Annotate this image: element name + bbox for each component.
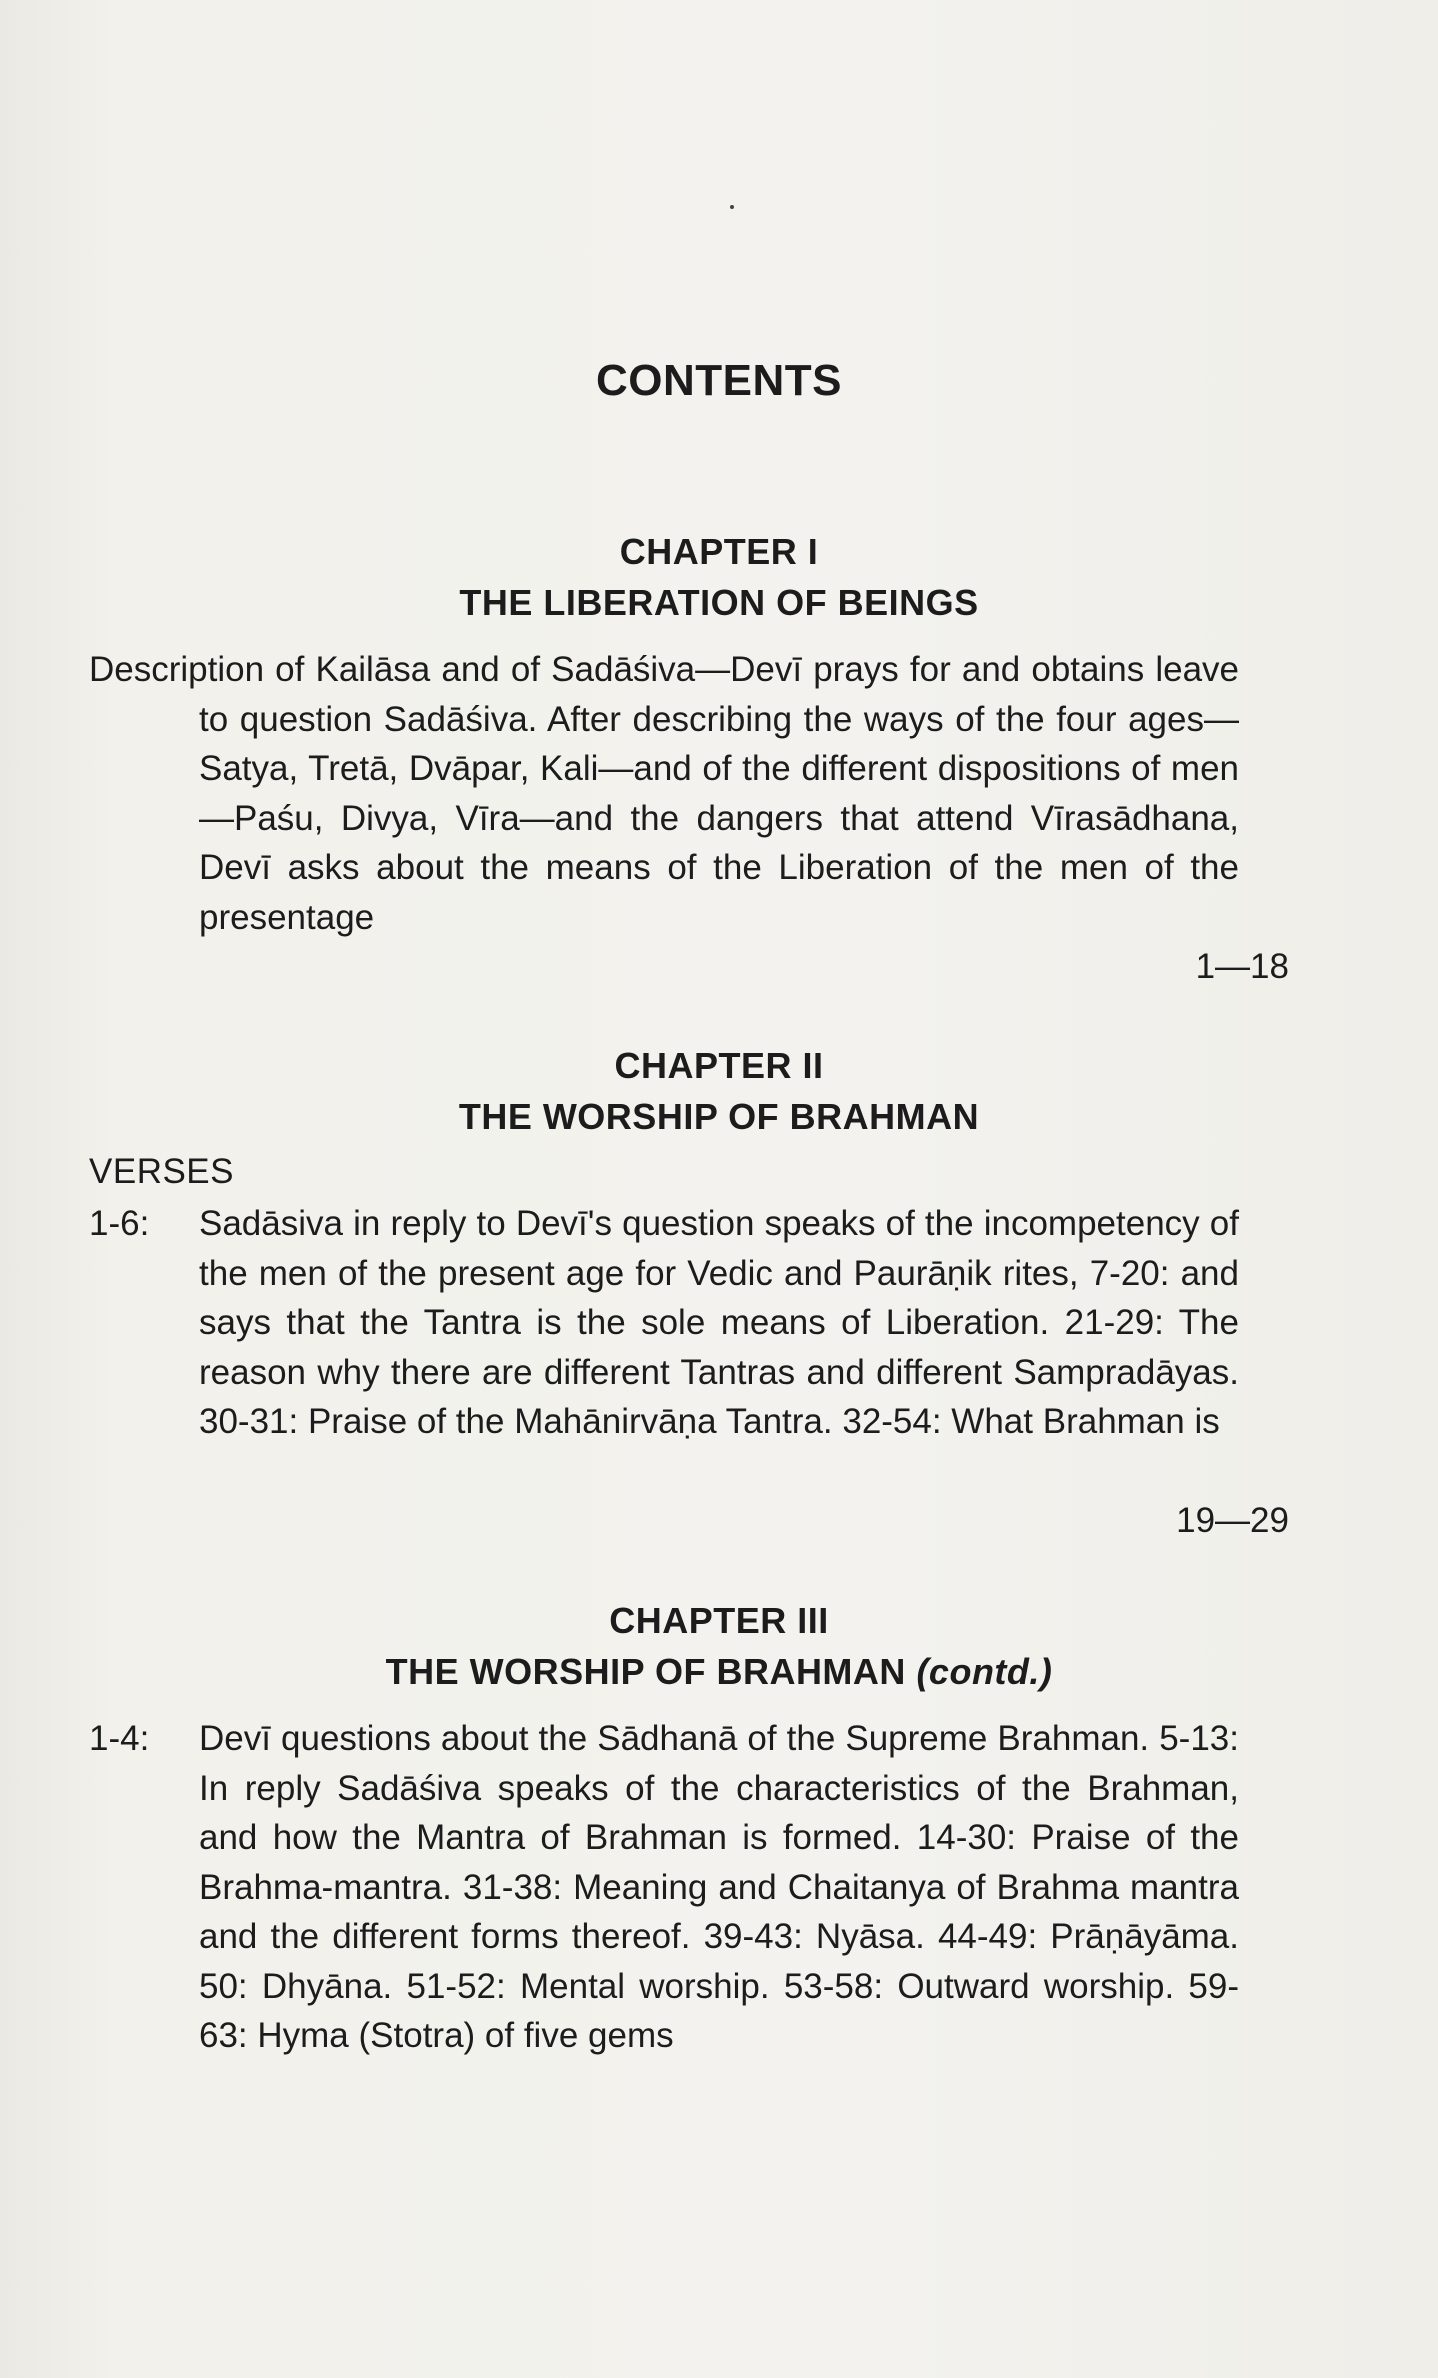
chapter-1-pages: 1—18 [1195, 947, 1289, 986]
chapter-2-entry-text: Sadāsiva in reply to Devī's question speaks of the incompetency of the men of the present age for Vedic and Paurāṇik rites, 7-20: and says that the Tantra is the sole means of Liberation. 21-29: The reason why there are different Tantras and different Sampradāyas. 30-31: Praise of the Mahānirvāṇa Tantra. 32-54: What Brahman is [199, 1204, 1239, 1441]
verses-label: VERSES [89, 1152, 234, 1191]
chapter-3-verse-range: 1-4: [89, 1719, 150, 1758]
chapter-3-title: THE WORSHIP OF BRAHMAN [385, 1651, 906, 1692]
ink-dot [730, 205, 734, 209]
chapter-2-title: THE WORSHIP OF BRAHMAN [458, 1096, 980, 1137]
chapter-1-entry-text: Description of Kailāsa and of Sadāśiva—Devī prays for and obtains leave to question Sadāśiva. After describing the ways of the four ages—Satya, Tretā, Dvāpar, Kali—and of the different dispositions of men—Paśu, Divya, Vīra—and the dangers that attend Vīrasādhana, Devī asks about the means of the Liberation of the men of the presentage [89, 650, 1239, 937]
chapter-1-title: THE LIBERATION OF BEINGS [459, 582, 979, 623]
chapter-1-entry [89, 645, 1289, 986]
chapter-3-title-suffix: (contd.) [916, 1651, 1053, 1692]
chapter-1-number: CHAPTER I [619, 531, 819, 572]
chapter-3-entry-text: Devī questions about the Sādhanā of the Supreme Brahman. 5-13: In reply Sadāśiva speaks of the characteristics of the Brahman, and how the Mantra of Brahman is formed. 14-30: Praise of the Brahma-mantra. 31-38: Meaning and Chaitanya of Brahma mantra and the different forms thereof. 39-43: Nyāsa. 44-49: Prāṇāyāma. 50: Dhyāna. 51-52: Mental worship. 53-58: Outward worship. 59-63: Hyma (Stotra) of five gems [199, 1719, 1239, 2055]
chapter-3-number: CHAPTER III [609, 1600, 829, 1641]
chapter-2-entry [89, 1199, 1289, 1540]
chapter-2-number: CHAPTER II [614, 1045, 824, 1086]
chapter-2-pages: 19—29 [1176, 1501, 1289, 1540]
page-title: CONTENTS [596, 356, 842, 405]
chapter-3-title-row [0, 1651, 1438, 1693]
chapter-3-entry [89, 1714, 1289, 2061]
chapter-2-verse-range: 1-6: [89, 1204, 150, 1243]
